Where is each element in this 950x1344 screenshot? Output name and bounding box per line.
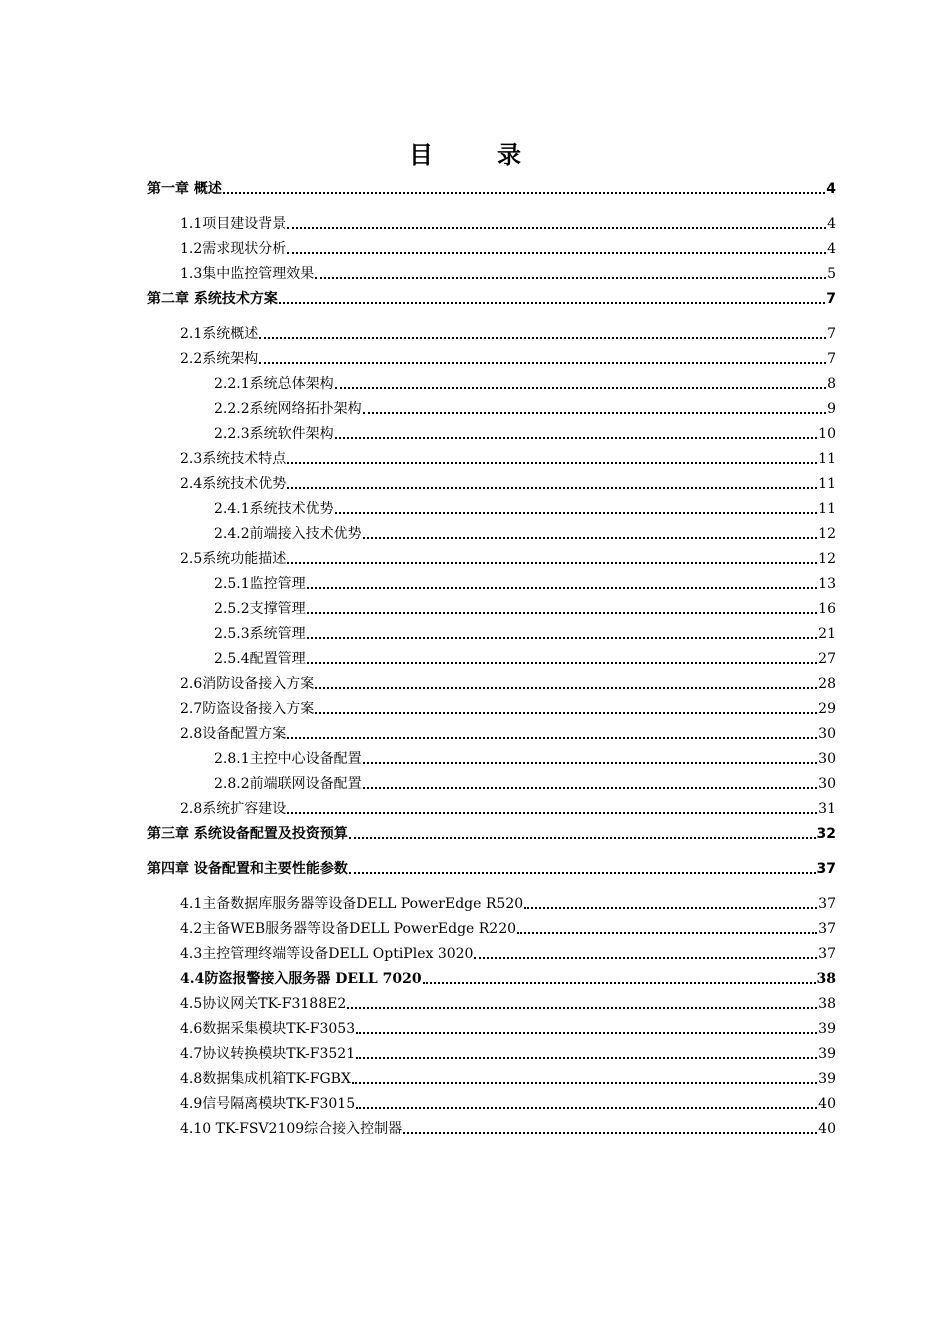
- toc-entry[interactable]: [147, 571, 836, 593]
- toc-entry-title: 2.8系统扩容建设: [180, 801, 287, 817]
- toc-chapter-entry[interactable]: [147, 821, 836, 843]
- toc-page-number: 30: [818, 726, 836, 742]
- toc-page-number: 30: [818, 751, 836, 767]
- dot-leader: [259, 335, 826, 339]
- dot-leader: [363, 535, 818, 539]
- dot-leader: [307, 635, 818, 639]
- dot-leader: [307, 660, 818, 664]
- toc-entry-title: 2.5.3系统管理: [214, 626, 306, 642]
- toc-page-number: 21: [818, 626, 836, 642]
- toc-entry[interactable]: [147, 546, 836, 568]
- dot-leader: [363, 410, 826, 414]
- toc-entry[interactable]: [147, 346, 836, 368]
- toc-entry[interactable]: [147, 396, 836, 418]
- toc-entry-title: 4.5协议网关TK-F3188E2: [180, 996, 347, 1012]
- dot-leader: [287, 485, 817, 489]
- toc-page-number: 38: [818, 996, 836, 1012]
- toc-entry-title: 2.5.1监控管理: [214, 576, 306, 592]
- dot-leader: [347, 1005, 817, 1009]
- toc-page-number: 27: [818, 651, 836, 667]
- toc-entry[interactable]: [147, 746, 836, 768]
- dot-leader: [349, 870, 816, 874]
- dot-leader: [307, 585, 818, 589]
- toc-page-number: 37: [818, 921, 836, 937]
- dot-leader: [356, 1055, 817, 1059]
- toc-entry-title: 第二章 系统技术方案: [147, 291, 278, 307]
- dot-leader: [315, 710, 817, 714]
- toc-entry-title: 1.2需求现状分析: [180, 241, 287, 257]
- toc-entry-title: 2.8.2前端联网设备配置: [214, 776, 362, 792]
- toc-entry[interactable]: [147, 891, 836, 913]
- toc-entry[interactable]: [147, 941, 836, 963]
- toc-entry[interactable]: [147, 1041, 836, 1063]
- toc-entry-title: 第一章 概述: [147, 181, 222, 197]
- toc-entry[interactable]: [147, 211, 836, 233]
- toc-entry-title: 4.3主控管理终端等设备DELL OptiPlex 3020: [180, 946, 474, 962]
- toc-page-number: 11: [818, 476, 836, 492]
- toc-entry[interactable]: [147, 321, 836, 343]
- toc-entry-title: 第四章 设备配置和主要性能参数: [147, 861, 348, 877]
- toc-page-number: 32: [816, 826, 836, 842]
- toc-entry[interactable]: [147, 991, 836, 1013]
- toc-page-number: 4: [827, 216, 836, 232]
- toc-entry[interactable]: [147, 236, 836, 258]
- toc-entry-title: 4.6数据采集模块TK-F3053: [180, 1021, 356, 1037]
- dot-leader: [517, 930, 817, 934]
- toc-entry[interactable]: [147, 966, 836, 988]
- toc-page-number: 38: [816, 971, 836, 987]
- toc-page-number: 11: [818, 501, 836, 517]
- dot-leader: [287, 560, 817, 564]
- toc-entry-title: 1.3集中监控管理效果: [180, 266, 315, 282]
- toc-page-number: 29: [818, 701, 836, 717]
- toc-page-number: 40: [818, 1096, 836, 1112]
- toc-entry[interactable]: [147, 796, 836, 818]
- toc-entry[interactable]: [147, 596, 836, 618]
- dot-leader: [403, 1130, 817, 1134]
- dot-leader: [349, 835, 816, 839]
- toc-entry[interactable]: [147, 521, 836, 543]
- toc-chapter-entry[interactable]: [147, 856, 836, 878]
- toc-page-number: 40: [818, 1121, 836, 1137]
- dot-leader: [335, 385, 826, 389]
- toc-page-number: 7: [826, 291, 836, 307]
- toc-entry-title: 4.7协议转换模块TK-F3521: [180, 1046, 356, 1062]
- toc-page-number: 31: [818, 801, 836, 817]
- toc-entry-title: 2.2系统架构: [180, 351, 259, 367]
- dot-leader: [287, 225, 826, 229]
- toc-page-number: 7: [827, 326, 836, 342]
- toc-page-number: 5: [827, 266, 836, 282]
- toc-page-number: 37: [816, 861, 836, 877]
- toc-page-number: 4: [826, 181, 836, 197]
- toc-entry-title: 2.1系统概述: [180, 326, 259, 342]
- dot-leader: [423, 980, 816, 984]
- toc-entry-title: 2.6消防设备接入方案: [180, 676, 315, 692]
- toc-page-number: 12: [818, 551, 836, 567]
- toc-entry-title: 2.4.1系统技术优势: [214, 501, 334, 517]
- toc-page-number: 10: [818, 426, 836, 442]
- dot-leader: [356, 1105, 817, 1109]
- toc-entry[interactable]: [147, 916, 836, 938]
- toc-entry-title: 2.5.4配置管理: [214, 651, 306, 667]
- toc-entry[interactable]: [147, 421, 836, 443]
- toc-entry-title: 2.7防盗设备接入方案: [180, 701, 315, 717]
- toc-entry-title: 2.5.2支撑管理: [214, 601, 306, 617]
- toc-entry-title: 1.1项目建设背景: [180, 216, 287, 232]
- toc-entry[interactable]: [147, 371, 836, 393]
- toc-entry-title: 4.10 TK-FSV2109综合接入控制器: [180, 1121, 403, 1137]
- toc-entry-title: 4.4防盗报警接入服务器 DELL 7020: [180, 971, 422, 987]
- toc-entry-title: 2.2.3系统软件架构: [214, 426, 334, 442]
- toc-chapter-entry[interactable]: [147, 176, 836, 198]
- toc-entry[interactable]: [147, 496, 836, 518]
- toc-entry-title: 4.1主备数据库服务器等设备DELL PowerEdge R520: [180, 896, 524, 912]
- dot-leader: [524, 905, 817, 909]
- toc-page-number: 16: [818, 601, 836, 617]
- page-title: 目 录: [409, 141, 541, 169]
- dot-leader: [259, 360, 826, 364]
- toc-page-number: 39: [818, 1046, 836, 1062]
- toc-entry-title: 2.3系统技术特点: [180, 451, 287, 467]
- toc-entry[interactable]: [147, 621, 836, 643]
- toc-entry[interactable]: [147, 646, 836, 668]
- toc-page-number: 12: [818, 526, 836, 542]
- toc-page-number: 30: [818, 776, 836, 792]
- toc-page-number: 7: [827, 351, 836, 367]
- toc-entry[interactable]: [147, 261, 836, 283]
- toc-page-number: 37: [818, 946, 836, 962]
- dot-leader: [352, 1080, 817, 1084]
- toc-entry-title: 2.8设备配置方案: [180, 726, 287, 742]
- toc-entry-title: 4.9信号隔离模块TK-F3015: [180, 1096, 356, 1112]
- toc-entry[interactable]: [147, 1066, 836, 1088]
- dot-leader: [287, 250, 826, 254]
- toc-entry-title: 2.2.1系统总体架构: [214, 376, 334, 392]
- toc-entry[interactable]: [147, 721, 836, 743]
- dot-leader: [363, 760, 818, 764]
- toc-entry-title: 2.5系统功能描述: [180, 551, 287, 567]
- dot-leader: [307, 610, 818, 614]
- dot-leader: [356, 1030, 817, 1034]
- toc-entry[interactable]: [147, 696, 836, 718]
- dot-leader: [223, 190, 825, 194]
- toc-page-number: 4: [827, 241, 836, 257]
- toc-entry[interactable]: [147, 446, 836, 468]
- toc-page-number: 28: [818, 676, 836, 692]
- toc-entry-title: 第三章 系统设备配置及投资预算: [147, 826, 348, 842]
- toc-chapter-entry[interactable]: [147, 286, 836, 308]
- toc-entry[interactable]: [147, 1116, 836, 1138]
- toc-entry[interactable]: [147, 471, 836, 493]
- toc-page-number: 8: [827, 376, 836, 392]
- toc-entry[interactable]: [147, 1091, 836, 1113]
- dot-leader: [315, 275, 826, 279]
- dot-leader: [335, 435, 818, 439]
- dot-leader: [474, 955, 817, 959]
- toc-page-number: 39: [818, 1071, 836, 1087]
- toc-entry-title: 2.4系统技术优势: [180, 476, 287, 492]
- dot-leader: [315, 685, 817, 689]
- toc-entry-title: 4.8数据集成机箱TK-FGBX: [180, 1071, 351, 1087]
- toc-page-number: 13: [818, 576, 836, 592]
- dot-leader: [335, 510, 818, 514]
- toc-entry[interactable]: [147, 671, 836, 693]
- dot-leader: [287, 735, 817, 739]
- toc-entry-title: 2.2.2系统网络拓扑架构: [214, 401, 362, 417]
- toc-page-number: 11: [818, 451, 836, 467]
- dot-leader: [287, 460, 817, 464]
- toc-entry-title: 4.2主备WEB服务器等设备DELL PowerEdge R220: [180, 921, 517, 937]
- toc-entry[interactable]: [147, 1016, 836, 1038]
- toc-page-number: 9: [827, 401, 836, 417]
- toc-page-number: 37: [818, 896, 836, 912]
- toc-entry-title: 2.4.2前端接入技术优势: [214, 526, 362, 542]
- dot-leader: [279, 300, 825, 304]
- dot-leader: [363, 785, 818, 789]
- toc-entry-title: 2.8.1主控中心设备配置: [214, 751, 362, 767]
- toc-entry[interactable]: [147, 771, 836, 793]
- toc-page-number: 39: [818, 1021, 836, 1037]
- dot-leader: [287, 810, 817, 814]
